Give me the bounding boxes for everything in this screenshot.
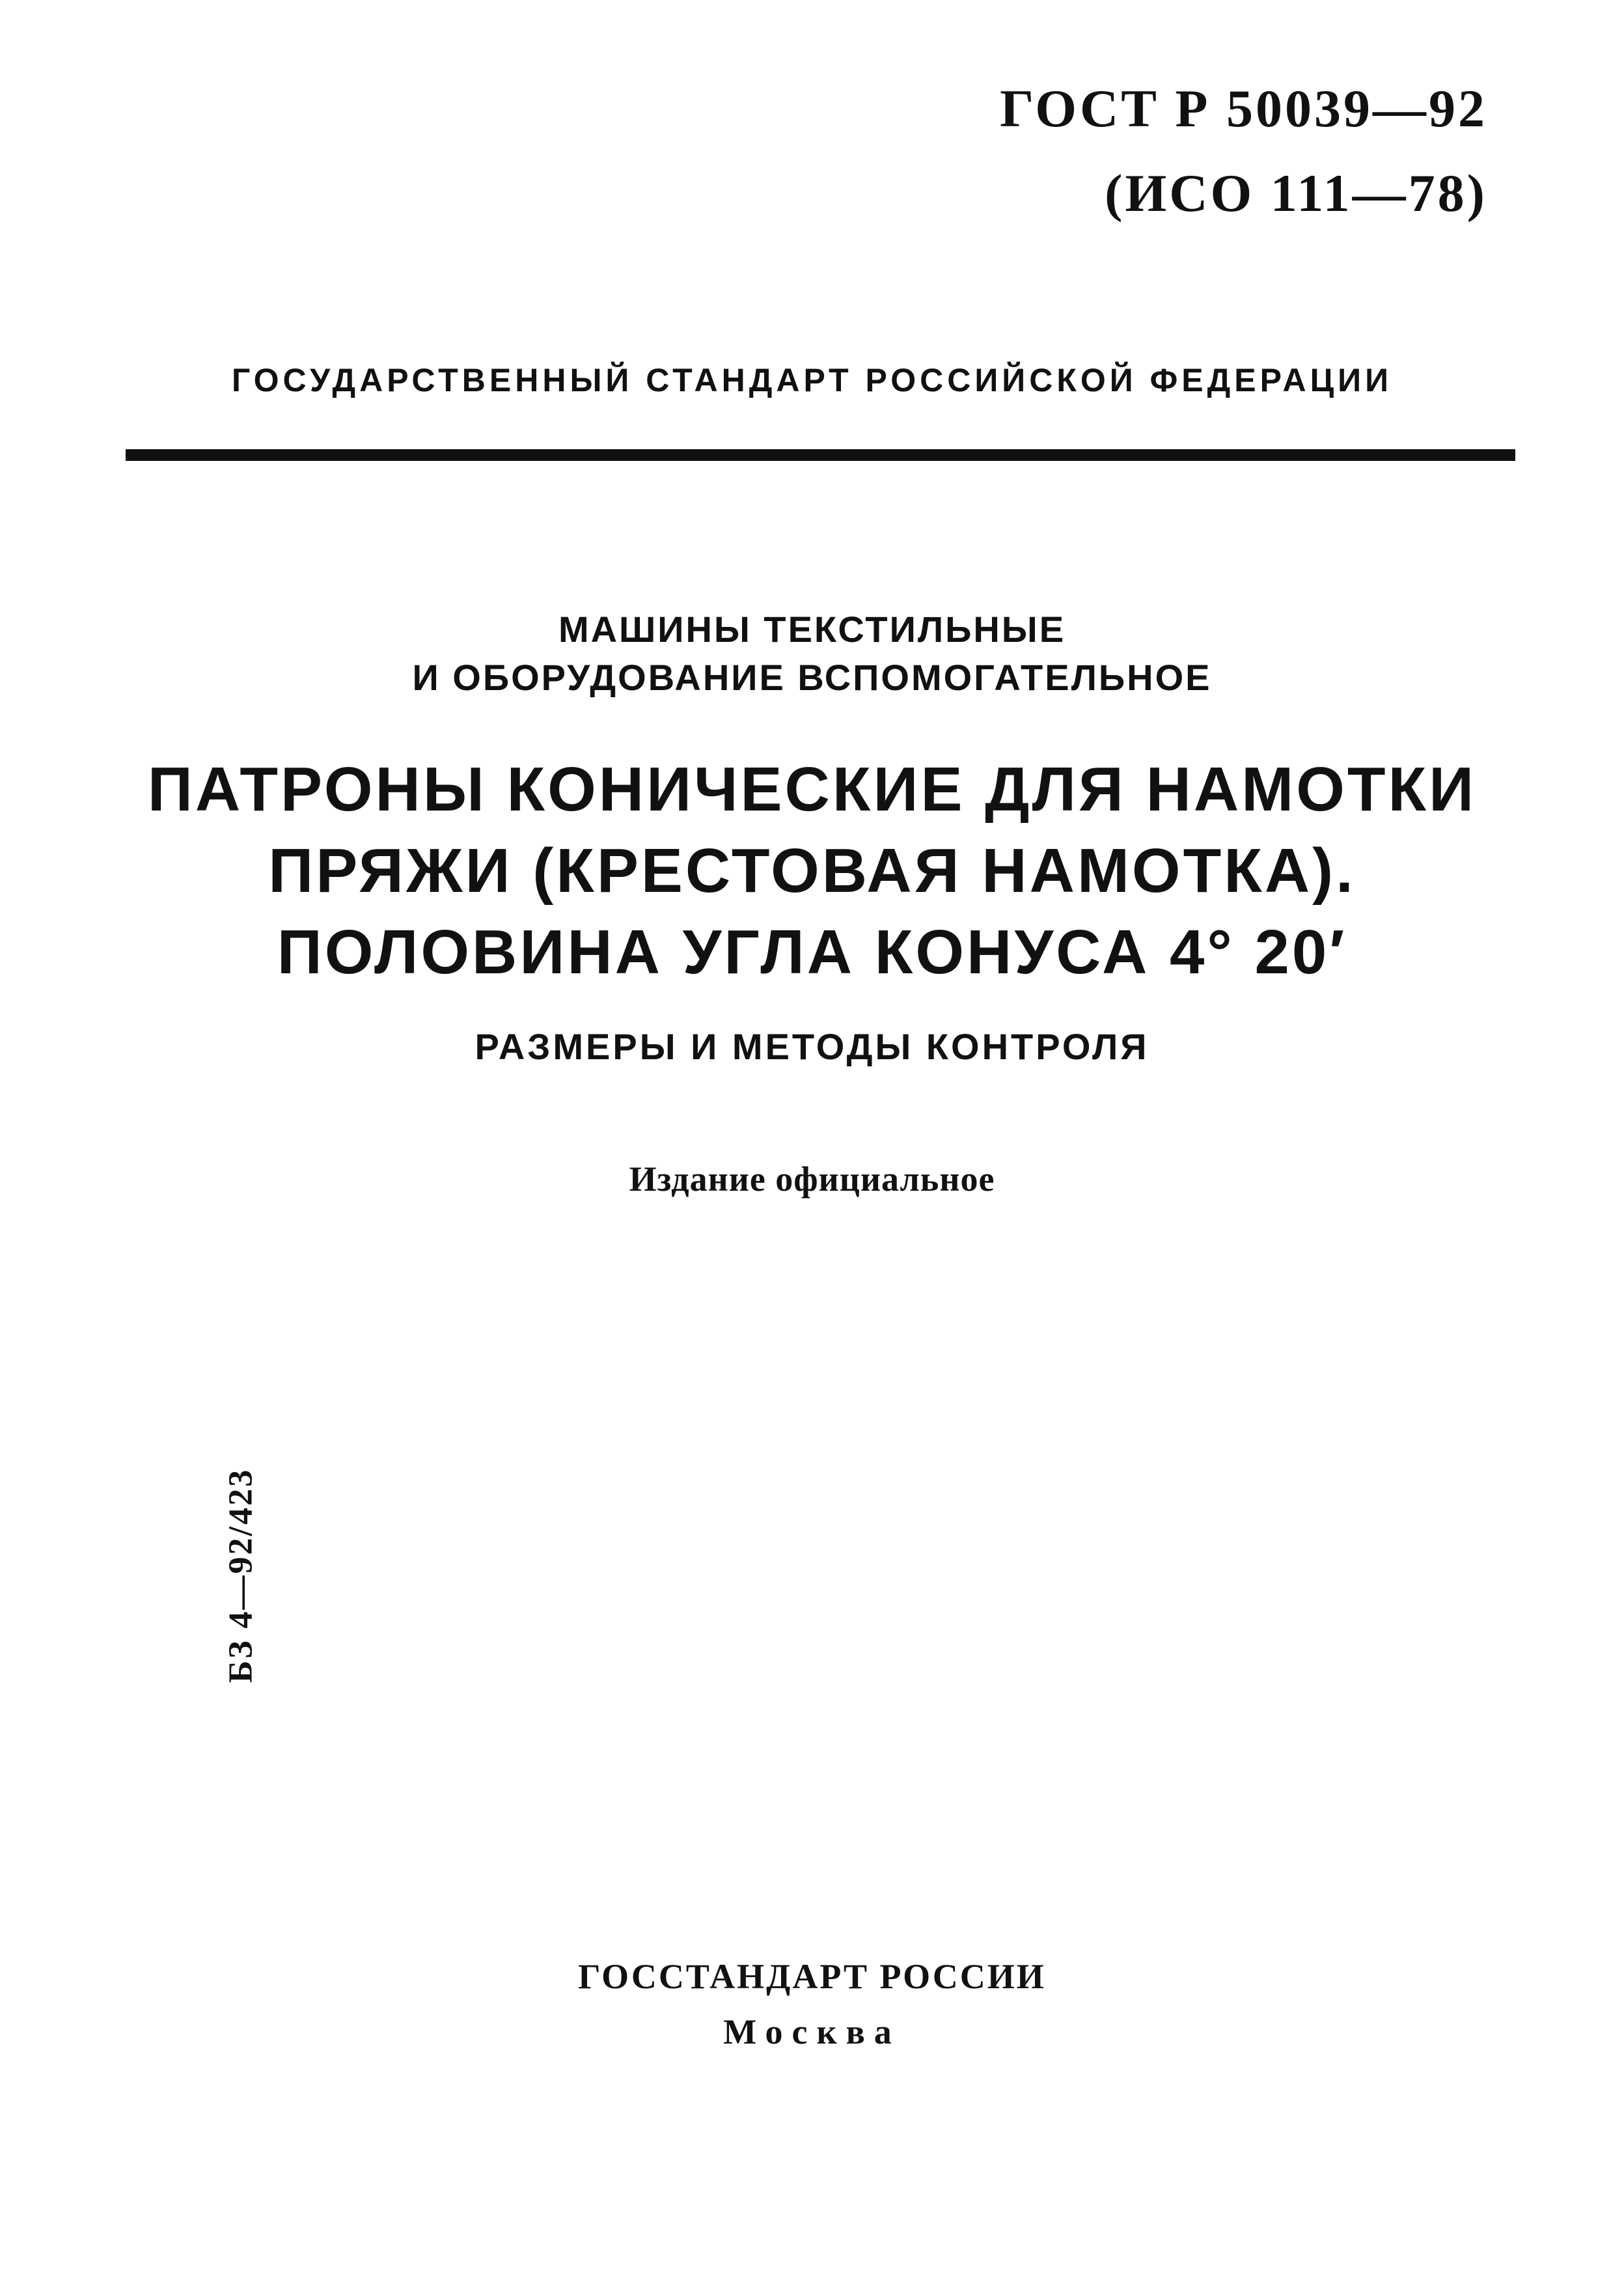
title-line-3: ПОЛОВИНА УГЛА КОНУСА 4° 20′ [277,917,1347,987]
standard-number: ГОСТ Р 50039—92 [1000,79,1487,138]
edition-note: Издание официальное [629,1159,995,1199]
document-subtitle: РАЗМЕРЫ И МЕТОДЫ КОНТРОЛЯ [475,1026,1149,1067]
publisher: ГОССТАНДАРТ РОССИИ [578,1957,1046,1996]
title-line-1: ПАТРОНЫ КОНИЧЕСКИЕ ДЛЯ НАМОТКИ [147,755,1477,824]
iso-reference: (ИСО 111—78) [1105,163,1487,223]
header-rule [126,449,1515,461]
side-code: БЗ 4—92/423 [222,1467,260,1684]
category-line-2: И ОБОРУДОВАНИЕ ВСПОМОГАТЕЛЬНОЕ [412,657,1212,698]
document-title [0,749,1624,993]
city: Москва [723,2012,901,2051]
category-line-1: МАШИНЫ ТЕКСТИЛЬНЫЕ [558,609,1066,650]
organization-header: ГОСУДАРСТВЕННЫЙ СТАНДАРТ РОССИЙСКОЙ ФЕДЕРАЦИИ [231,362,1393,398]
title-line-2: ПРЯЖИ (КРЕСТОВАЯ НАМОТКА). [268,836,1356,906]
category-block [0,605,1624,702]
